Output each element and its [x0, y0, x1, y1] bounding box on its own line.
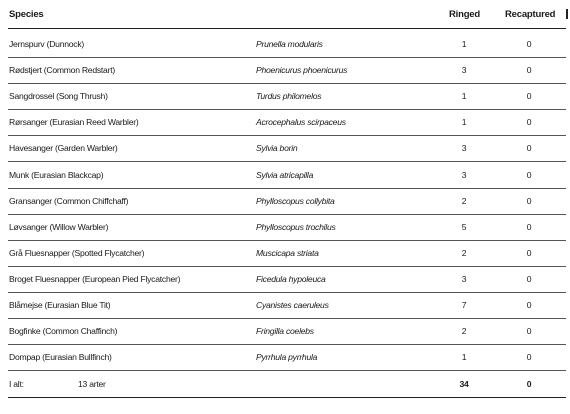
table-row [0, 57, 570, 83]
recaptured-count: 0 [526, 326, 532, 336]
ringed-count: 1 [461, 91, 467, 101]
recaptured-count: 0 [526, 117, 532, 127]
table-row [0, 214, 570, 240]
total-ringed: 34 [459, 379, 469, 389]
recaptured-count: 0 [526, 300, 532, 310]
table-row [0, 162, 570, 188]
table-row [0, 109, 570, 135]
ringed-count: 2 [461, 248, 467, 258]
scientific-name: Ficedula hypoleuca [256, 274, 326, 284]
scientific-name: Pyrrhula pyrrhula [256, 352, 318, 362]
species-name: Havesanger (Garden Warbler) [9, 143, 118, 153]
ringed-count: 2 [461, 326, 467, 336]
species-name: Rørsanger (Eurasian Reed Warbler) [9, 117, 139, 127]
recaptured-count: 0 [526, 143, 532, 153]
ringed-count: 2 [461, 196, 467, 206]
table-row [0, 31, 570, 57]
header-rule [8, 28, 566, 29]
scientific-name: Sylvia atricapilla [256, 170, 314, 180]
table-row [0, 266, 570, 292]
recaptured-count: 0 [526, 91, 532, 101]
species-name: Løvsanger (Willow Warbler) [9, 222, 109, 232]
ringed-count: 1 [461, 352, 467, 362]
ringed-count: 1 [461, 117, 467, 127]
table-row [0, 344, 570, 370]
table-row [0, 188, 570, 214]
table-row [0, 135, 570, 161]
species-name: Rødstjert (Common Redstart) [9, 65, 115, 75]
ringed-count: 3 [461, 274, 467, 284]
table-header [0, 0, 570, 28]
species-name: Dompap (Eurasian Bullfinch) [9, 352, 112, 362]
scientific-name: Prunella modularis [256, 39, 323, 49]
footer-rule [8, 397, 566, 398]
recaptured-count: 0 [526, 39, 532, 49]
species-name: Sangdrossel (Song Thrush) [9, 91, 108, 101]
table-row [0, 240, 570, 266]
species-name: Broget Fluesnapper (European Pied Flycatcher) [9, 274, 181, 284]
scientific-name: Phoenicurus phoenicurus [256, 65, 348, 75]
species-name: Bogfinke (Common Chaffinch) [9, 326, 118, 336]
header-species: Species [9, 9, 44, 20]
scientific-name: Cyanistes caeruleus [256, 300, 329, 310]
recaptured-count: 0 [526, 248, 532, 258]
ringed-count: 1 [461, 39, 467, 49]
species-name: Gransanger (Common Chiffchaff) [9, 196, 129, 206]
scientific-name: Sylvia borin [256, 143, 298, 153]
recaptured-count: 0 [526, 196, 532, 206]
species-name: Blåmejse (Eurasian Blue Tit) [9, 300, 111, 310]
species-name: Munk (Eurasian Blackcap) [9, 170, 104, 180]
total-recaptured: 0 [526, 379, 532, 389]
ringed-count: 3 [461, 65, 467, 75]
species-name: Grå Fluesnapper (Spotted Flycatcher) [9, 248, 145, 258]
ringed-count: 5 [461, 222, 467, 232]
recaptured-count: 0 [526, 170, 532, 180]
header-ringed: Ringed [449, 9, 480, 20]
header-recaptured: Recaptured [505, 9, 556, 20]
recaptured-count: 0 [526, 352, 532, 362]
recaptured-count: 0 [526, 222, 532, 232]
column-edge-mark [566, 9, 568, 19]
total-species-count: 13 arter [78, 379, 106, 389]
table-row [0, 318, 570, 344]
table-row [0, 292, 570, 318]
recaptured-count: 0 [526, 274, 532, 284]
ringed-count: 3 [461, 170, 467, 180]
scientific-name: Phylloscopus trochilus [256, 222, 336, 232]
table-row [0, 83, 570, 109]
ringed-count: 7 [461, 300, 467, 310]
scientific-name: Phylloscopus collybita [256, 196, 335, 206]
species-name: Jernspurv (Dunnock) [9, 39, 85, 49]
total-label: I alt: [9, 379, 24, 389]
scientific-name: Muscicapa striata [256, 248, 319, 258]
scientific-name: Turdus philomelos [256, 91, 322, 101]
scientific-name: Acrocephalus scirpaceus [256, 117, 346, 127]
total-row [0, 371, 570, 397]
ringed-count: 3 [461, 143, 467, 153]
recaptured-count: 0 [526, 65, 532, 75]
scientific-name: Fringilla coelebs [256, 326, 314, 336]
